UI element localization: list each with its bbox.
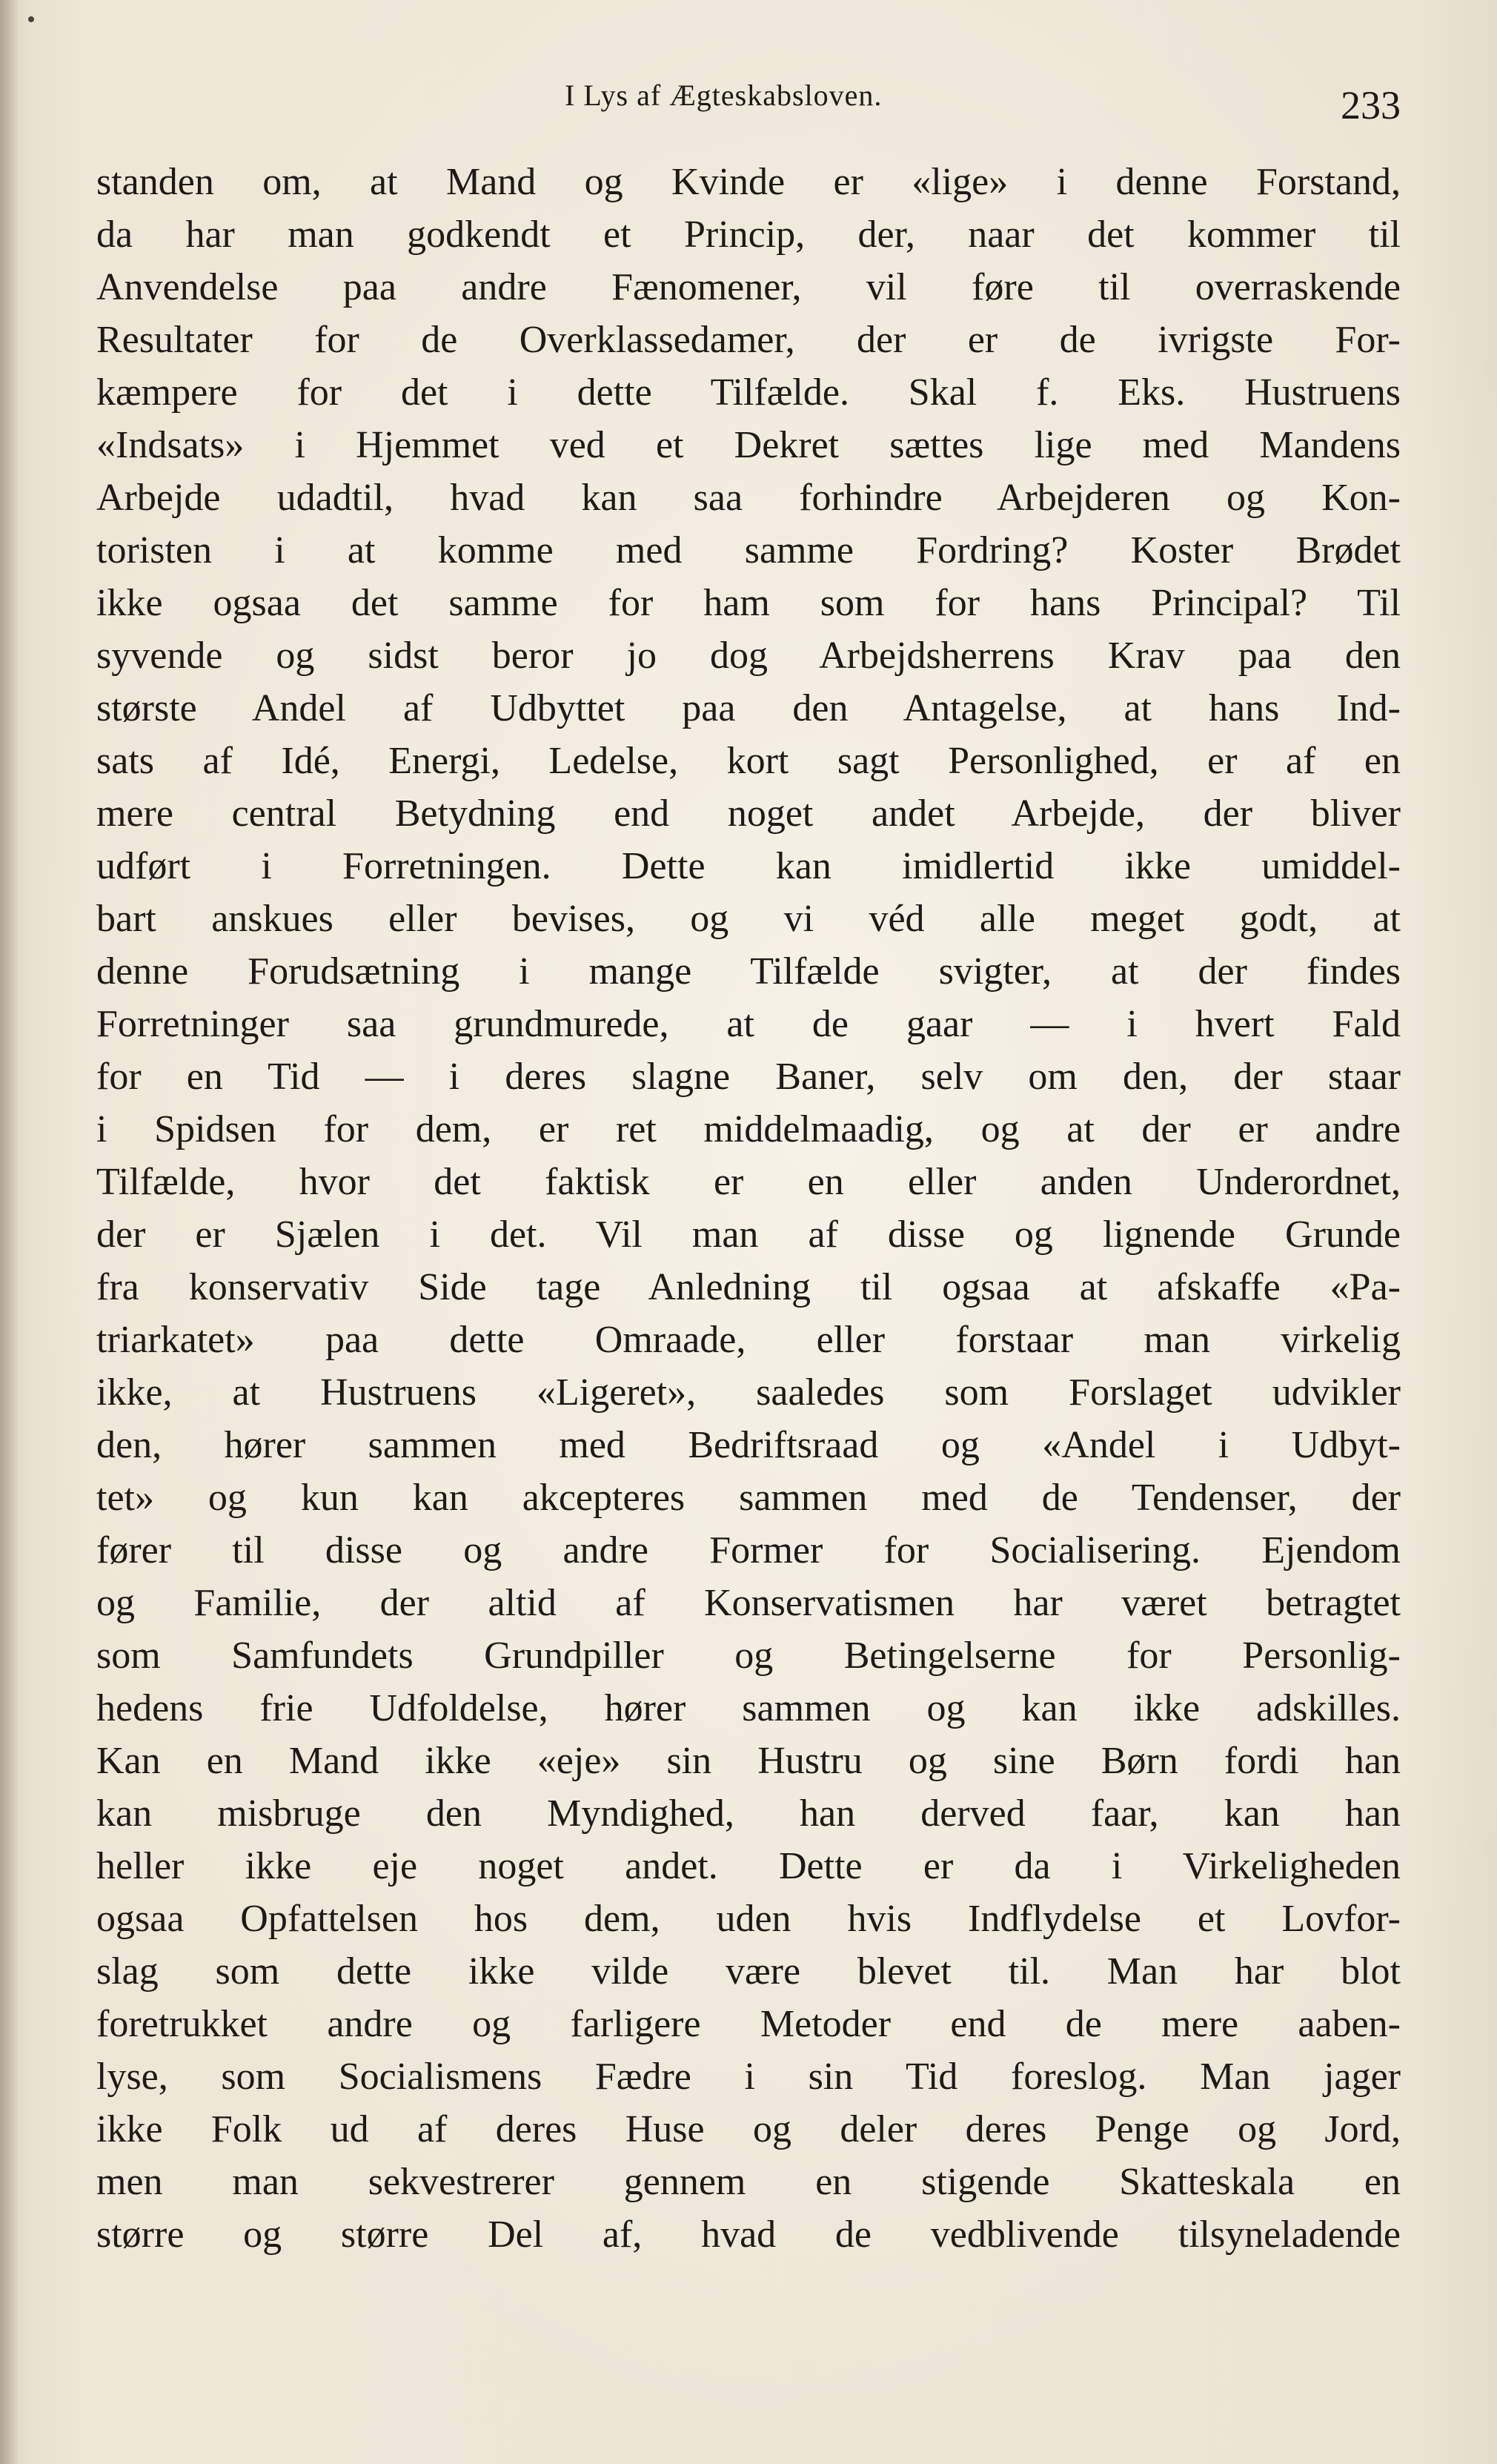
text-line: heller ikke eje noget andet. Dette er da i Virkeligheden (96, 1845, 1401, 1887)
text-line: den, hører sammen med Bedriftsraad og «Andel i Udbyt- (96, 1424, 1401, 1466)
ink-speck (28, 16, 34, 22)
text-line: fører til disse og andre Former for Socialisering. Ejendom (96, 1529, 1401, 1572)
text-line: da har man godkendt et Princip, der, naar det kommer til (96, 213, 1401, 256)
text-line: ogsaa Opfattelsen hos dem, uden hvis Indflydelse et Lovfor- (96, 1898, 1401, 1940)
text-line: slag som dette ikke vilde være blevet til. Man har blot (96, 1950, 1401, 1993)
text-line: men man sekvestrerer gennem en stigende Skatteskala en (96, 2161, 1401, 2203)
running-title: I Lys af Ægteskabsloven. (565, 79, 883, 112)
text-line: i Spidsen for dem, er ret middelmaadig, og at der er andre (96, 1108, 1401, 1150)
text-line: Anvendelse paa andre Fænomener, vil føre til overraskende (96, 266, 1401, 308)
text-line: Resultater for de Overklassedamer, der er de ivrigste For- (96, 319, 1401, 361)
text-line: større og større Del af, hvad de vedblivende tilsyneladende (96, 2213, 1401, 2256)
text-line: mere central Betydning end noget andet Arbejde, der bliver (96, 792, 1401, 835)
text-line: triarkatet» paa dette Omraade, eller forstaar man virkelig (96, 1319, 1401, 1361)
text-line: fra konservativ Side tage Anledning til ogsaa at afskaffe «Pa- (96, 1266, 1401, 1308)
text-line: Arbejde udadtil, hvad kan saa forhindre Arbejderen og Kon- (96, 477, 1401, 519)
text-line: Kan en Mand ikke «eje» sin Hustru og sine Børn fordi han (96, 1740, 1401, 1782)
text-line: tet» og kun kan akcepteres sammen med de Tendenser, der (96, 1477, 1401, 1519)
text-line: som Samfundets Grundpiller og Betingelserne for Personlig- (96, 1635, 1401, 1677)
text-line: denne Forudsætning i mange Tilfælde svigter, at der findes (96, 950, 1401, 993)
text-line: største Andel af Udbyttet paa den Antagelse, at hans Ind- (96, 687, 1401, 729)
page-gutter-shadow (0, 0, 19, 2464)
text-line: der er Sjælen i det. Vil man af disse og lignende Grunde (96, 1213, 1401, 1256)
text-line: standen om, at Mand og Kvinde er «lige» i denne Forstand, (96, 161, 1401, 203)
text-line: Forretninger saa grundmurede, at de gaar — i hvert Fald (96, 1003, 1401, 1045)
text-line: bart anskues eller bevises, og vi véd alle meget godt, at (96, 898, 1401, 940)
text-line: og Familie, der altid af Konservatismen har været betragtet (96, 1582, 1401, 1624)
text-line: syvende og sidst beror jo dog Arbejdsherrens Krav paa den (96, 635, 1401, 677)
text-line: kæmpere for det i dette Tilfælde. Skal f. Eks. Hustruens (96, 371, 1401, 414)
text-line: hedens frie Udfoldelse, hører sammen og kan ikke adskilles. (96, 1687, 1401, 1729)
text-line: Tilfælde, hvor det faktisk er en eller anden Underordnet, (96, 1161, 1401, 1203)
text-line: sats af Idé, Energi, Ledelse, kort sagt Personlighed, er af en (96, 740, 1401, 782)
body-text (96, 156, 1401, 2261)
page-header (96, 70, 1401, 137)
text-line: ikke, at Hustruens «Ligeret», saaledes som Forslaget udvikler (96, 1371, 1401, 1414)
text-line: «Indsats» i Hjemmet ved et Dekret sættes lige med Mandens (96, 424, 1401, 466)
text-line: for en Tid — i deres slagne Baner, selv om den, der staar (96, 1056, 1401, 1098)
text-line: kan misbruge den Myndighed, han derved faar, kan han (96, 1792, 1401, 1835)
text-line: ikke ogsaa det samme for ham som for hans Principal? Til (96, 582, 1401, 624)
text-line: toristen i at komme med samme Fordring? Koster Brødet (96, 529, 1401, 572)
text-line: lyse, som Socialismens Fædre i sin Tid foreslog. Man jager (96, 2056, 1401, 2098)
text-line: udført i Forretningen. Dette kan imidlertid ikke umiddel- (96, 845, 1401, 887)
text-line: ikke Folk ud af deres Huse og deler deres Penge og Jord, (96, 2108, 1401, 2150)
text-line: foretrukket andre og farligere Metoder end de mere aaben- (96, 2003, 1401, 2045)
page-number: 233 (1341, 83, 1401, 127)
